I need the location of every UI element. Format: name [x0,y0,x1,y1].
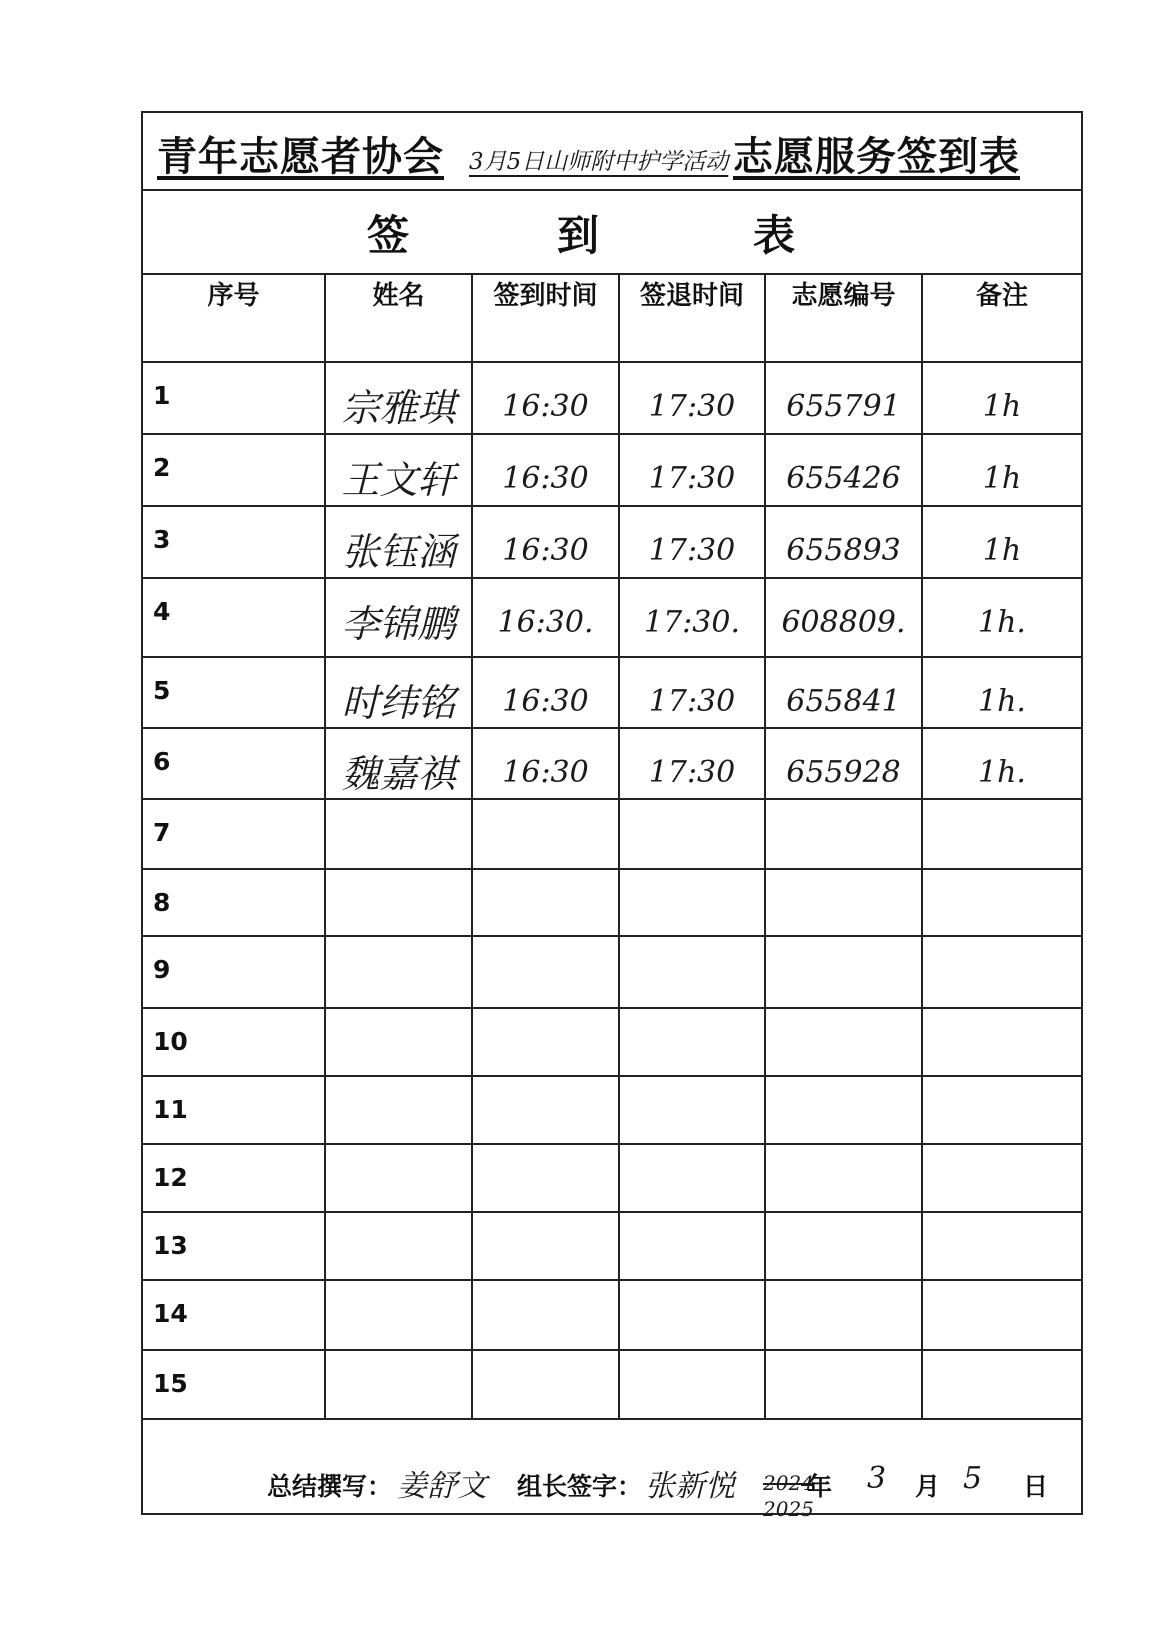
row-volunteer-id: 655841 [765,657,922,728]
row-index: 11 [143,1076,325,1144]
row-note: 1h. [922,657,1081,728]
row-note: 1h [922,362,1081,434]
org-title: 青年志愿者协会 [157,134,444,180]
footer-row [143,1447,1081,1521]
row-volunteer-id [765,1212,922,1280]
day-label: 日 [1023,1472,1049,1501]
table-row [143,434,1081,506]
row-index: 13 [143,1212,325,1280]
row-volunteer-id [765,936,922,1008]
row-signin-time: 16:30. [472,578,619,657]
row-signin-time [472,1144,619,1212]
year-corrected: 2025 [763,1497,814,1521]
row-signout-time [619,1144,765,1212]
subheading-row [143,191,1081,275]
row-note [922,1280,1081,1350]
signin-sheet [141,111,1083,1521]
table-row [143,362,1081,434]
row-note [922,1144,1081,1212]
row-volunteer-id [765,799,922,869]
table-row [143,578,1081,657]
row-note [922,1212,1081,1280]
row-volunteer-id: 655928 [765,728,922,799]
row-name [325,1350,472,1419]
table-row [143,506,1081,578]
row-volunteer-id: 608809. [765,578,922,657]
row-index: 2 [143,434,325,506]
row-note [922,799,1081,869]
row-name [325,1212,472,1280]
row-note [922,1008,1081,1076]
row-signout-time: 17:30 [619,657,765,728]
row-volunteer-id: 655426 [765,434,922,506]
row-index: 10 [143,1008,325,1076]
subheading-char-3: 表 [753,211,796,260]
row-name [325,1144,472,1212]
row-signout-time: 17:30. [619,578,765,657]
month-label: 月 [915,1472,941,1501]
row-signin-time [472,1008,619,1076]
row-index: 3 [143,506,325,578]
row-signin-time [472,1280,619,1350]
row-signin-time: 16:30 [472,362,619,434]
col-header-volunteer-id: 志愿编号 [765,275,922,362]
row-note: 1h. [922,728,1081,799]
col-header-signin-time: 签到时间 [472,275,619,362]
row-signout-time [619,869,765,936]
signin-table [143,275,1081,1420]
row-volunteer-id [765,1144,922,1212]
row-name [325,1008,472,1076]
row-signout-time: 17:30 [619,728,765,799]
row-note: 1h. [922,578,1081,657]
row-volunteer-id [765,1280,922,1350]
table-row [143,657,1081,728]
year-struck: 2024 [763,1471,814,1495]
summary-signature: 姜舒文 [397,1469,487,1504]
table-row [143,1350,1081,1419]
row-signout-time [619,1076,765,1144]
row-signout-time [619,1008,765,1076]
table-row [143,1144,1081,1212]
row-index: 8 [143,869,325,936]
row-signin-time [472,1076,619,1144]
row-note [922,936,1081,1008]
leader-label: 组长签字： [517,1472,643,1501]
row-note [922,1076,1081,1144]
col-header-signout-time: 签退时间 [619,275,765,362]
row-note: 1h [922,434,1081,506]
row-signin-time: 16:30 [472,657,619,728]
row-signout-time [619,1350,765,1419]
col-header-notes: 备注 [922,275,1081,362]
row-name [325,1280,472,1350]
row-volunteer-id [765,1350,922,1419]
row-name: 王文轩 [325,434,472,506]
row-name: 宗雅琪 [325,362,472,434]
row-note [922,869,1081,936]
row-index: 5 [143,657,325,728]
row-name: 张钰涵 [325,506,472,578]
row-name [325,799,472,869]
row-name: 时纬铭 [325,657,472,728]
row-index: 6 [143,728,325,799]
row-signout-time: 17:30 [619,506,765,578]
row-name [325,936,472,1008]
table-row [143,1280,1081,1350]
row-signout-time: 17:30 [619,362,765,434]
row-signin-time: 16:30 [472,434,619,506]
row-signin-time [472,1212,619,1280]
title-row [143,113,1081,191]
row-signout-time [619,1212,765,1280]
table-row [143,728,1081,799]
table-row [143,799,1081,869]
row-volunteer-id [765,869,922,936]
table-header-row [143,275,1081,362]
row-signin-time [472,1350,619,1419]
table-row [143,1008,1081,1076]
row-index: 1 [143,362,325,434]
form-title: 志愿服务签到表 [733,134,1020,180]
leader-signature: 张新悦 [645,1469,735,1504]
row-index: 12 [143,1144,325,1212]
row-volunteer-id [765,1076,922,1144]
row-index: 9 [143,936,325,1008]
year-label: 年 [807,1472,833,1501]
table-row [143,1076,1081,1144]
row-signin-time [472,869,619,936]
row-signout-time [619,799,765,869]
row-signin-time: 16:30 [472,506,619,578]
subheading-char-2: 到 [557,211,600,260]
col-header-index: 序号 [143,275,325,362]
row-signin-time: 16:30 [472,728,619,799]
row-name [325,1076,472,1144]
table-row [143,869,1081,936]
row-index: 7 [143,799,325,869]
table-row [143,1212,1081,1280]
row-name: 魏嘉祺 [325,728,472,799]
activity-handwritten: 3月5日山师附中护学活动 [469,149,729,175]
row-name: 李锦鹏 [325,578,472,657]
row-signin-time [472,799,619,869]
summary-label: 总结撰写： [267,1472,393,1501]
row-note: 1h [922,506,1081,578]
row-index: 15 [143,1350,325,1419]
row-index: 14 [143,1280,325,1350]
row-name [325,869,472,936]
table-row [143,936,1081,1008]
row-index: 4 [143,578,325,657]
row-volunteer-id [765,1008,922,1076]
row-note [922,1350,1081,1419]
row-signout-time [619,936,765,1008]
day-value: 5 [963,1461,983,1496]
row-signin-time [472,936,619,1008]
subheading-char-1: 签 [367,211,410,260]
row-signout-time: 17:30 [619,434,765,506]
col-header-name: 姓名 [325,275,472,362]
month-value: 3 [867,1461,887,1496]
row-signout-time [619,1280,765,1350]
row-volunteer-id: 655791 [765,362,922,434]
row-volunteer-id: 655893 [765,506,922,578]
